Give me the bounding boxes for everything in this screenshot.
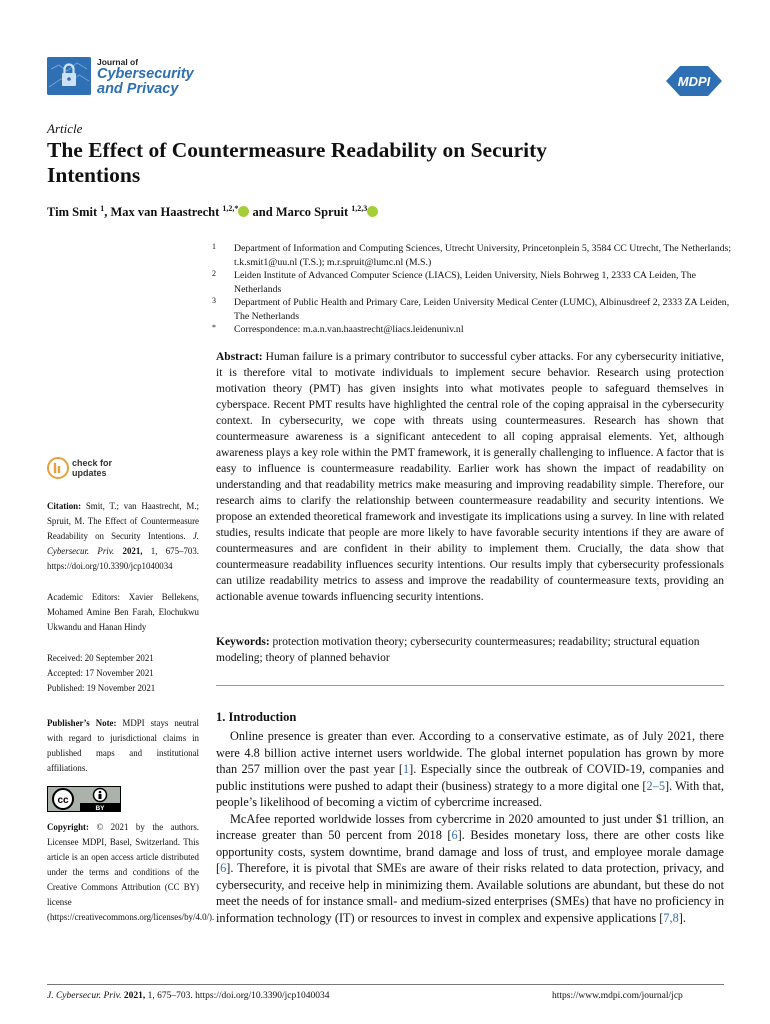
journal-logo[interactable] (47, 57, 197, 99)
affiliation-text: Department of Information and Computing Sciences, Utrecht University, Princetonplein 5, 3584 CC Utrecht, The Netherlands; t.k.smit1@uu.nl (T.S.); m.r.spruit@lumc.nl (M.S.) (234, 243, 732, 268)
article-type: Article (47, 121, 83, 136)
section-divider (216, 685, 724, 686)
affiliation-number: 3 (212, 296, 216, 305)
orcid-icon[interactable] (238, 206, 249, 217)
dates (47, 651, 199, 696)
citation-link[interactable]: 6 (220, 861, 227, 875)
copyright-label: Copyright: (47, 822, 89, 832)
accepted-date: Accepted: 17 November 2021 (47, 668, 154, 678)
svg-text:cc: cc (57, 795, 69, 806)
abstract-label: Abstract: (216, 351, 263, 363)
footer-journal-url[interactable]: https://www.mdpi.com/journal/jcp (552, 991, 683, 1001)
journal-name-line2: and Privacy (97, 81, 179, 97)
affiliation-item (212, 296, 732, 323)
check-for-updates-button[interactable] (47, 455, 199, 485)
keywords-label: Keywords: (216, 636, 270, 648)
correspondence-text: Correspondence: m.a.n.van.haastrecht@liacs.leidenuniv.nl (234, 324, 464, 335)
author-name[interactable]: Max van Haastrecht (110, 205, 220, 219)
academic-editors: Academic Editors: Xavier Bellekens, Mohamed Amine Ben Farah, Elochukwu Ukwandu and Hanan Hindy (47, 592, 199, 632)
author-list: Tim Smit $^1$, Max van Haastrecht $^{1,2,*}$ and Marco Spruit $^{1,2,3}$ (47, 204, 378, 220)
mdpi-logo[interactable] (666, 66, 722, 96)
footer-divider (47, 984, 724, 985)
publisher-note (47, 716, 199, 776)
footer-journal: J. Cybersecur. Priv. (47, 991, 122, 1001)
published-date: Published: 19 November 2021 (47, 683, 156, 693)
affiliation-number: 2 (212, 269, 216, 278)
page-title: The Effect of Countermeasure Readability on Security Intentions (47, 138, 548, 187)
citation-link[interactable]: 7,8 (663, 910, 679, 925)
author-affiliation-mark: 1,2,3 (351, 204, 368, 213)
received-date: Received: 20 September 2021 (47, 653, 154, 663)
author-name[interactable]: Tim Smit (47, 205, 98, 219)
citation-link[interactable]: 6 (451, 828, 458, 842)
citation-year: 2021, (122, 546, 143, 556)
citation-link[interactable]: 2–5 (646, 778, 665, 793)
check-updates-line2: updates (72, 468, 107, 478)
abstract-text: Human failure is a primary contributor to successful cyber attacks. For any cybersecurity initiative, it is therefore vital to motivate individuals to implement secure behavior. Research using protection motivation theory (PMT) has given insights into what motivates people to safeguard themselves in cyberspace. Recent PMT results have highlighted the central role of the coping appraisal in the cybersecurity context. In cybersecurity, we cope with threats using countermeasures. Research has shown that countermeasure awareness is a significant antecedent to all coping appraisal elements. Yet, although awareness plays a key role within the PMT framework, it is generally challenging to influence. A factor that is easy to influence is countermeasure readability. Earlier work has shown the impact of readability on understanding and that readability metrics make measuring and improving readability simple. Therefore, our research aims to clarify the relationship between countermeasure readability and security intentions. We propose an extended theoretical framework and investigate its implications using a survey. In line with related studies, results indicate that people are more likely to have favorable security intentions if they are aware of countermeasures and are confident in their ability to implement them. Crucially, the data show that countermeasure readability influences security intentions. Our results imply that cybersecurity professionals can utilize readability metrics to assess and improve the readability of countermeasure texts, providing an actionable avenue towards influencing security intentions. (216, 351, 724, 603)
section-heading: 1. Introduction (216, 710, 297, 724)
affiliation-number: * (212, 323, 216, 332)
check-updates-line1: check for (72, 458, 113, 468)
journal-lock-icon (47, 57, 91, 95)
sidebar (47, 455, 215, 935)
affiliation-item (212, 323, 732, 337)
keywords-text: protection motivation theory; cybersecurity countermeasures; readability; structural equation modeling; theory of planned behavior (216, 636, 700, 664)
affiliation-item (212, 242, 732, 269)
footer-doi[interactable]: 1, 675–703. https://doi.org/10.3390/jcp1040034 (147, 991, 330, 1001)
affiliation-text: Leiden Institute of Advanced Computer Science (LIACS), Leiden University, Niels Bohrweg 1, 2333 CA Leiden, The Netherlands (234, 270, 696, 295)
author-name[interactable]: and Marco Spruit (252, 205, 349, 219)
footer-year: 2021, (123, 991, 146, 1001)
citation-journal: J. Cybersecur. Priv. (47, 531, 199, 556)
journal-name-line1: Cybersecurity (97, 66, 194, 82)
affiliation-text: Department of Public Health and Primary Care, Leiden University Medical Center (LUMC), Albinusdreef 2, 2333 ZA Leiden, The Netherlands (234, 297, 730, 322)
affiliation-item (212, 269, 732, 296)
introduction-body (216, 728, 724, 926)
author-affiliation-mark: 1 (100, 204, 105, 213)
publisher-label: MDPI (677, 74, 711, 89)
copyright-text: © 2021 by the authors. Licensee MDPI, Basel, Switzerland. This article is an open access article distributed under the terms and conditions of the Creative Commons Attribution (CC BY) license (https://creativecommons.org/licenses/by/4.0/). (47, 822, 215, 922)
affiliation-number: 1 (212, 242, 216, 251)
paragraph: McAfee reported worldwide losses from cybercrime in 2020 amounted to just under $1 trillion, an increase greater than 50 percent from 2018 [6]. Besides monetary loss, there are other costs like opportunity costs, system downtime, brand damage and loss of trust, and employee morale damage [6]. Therefore, it is pivotal that SMEs are aware of their risks related to data protection, privacy, and cybersecurity, and receive help in minimizing them. Available solutions are abundant, but these do not meet the needs of for instance small- and medium-sized enterprises (SMEs) that have no proficiency in information technology (IT) or resources to invest in complex and expensive applications [7,8]. (216, 811, 724, 925)
cc-by-license-icon[interactable] (47, 786, 121, 812)
orcid-icon[interactable] (367, 206, 378, 217)
citation (47, 499, 199, 574)
paragraph: Online presence is greater than ever. According to a conservative estimate, as of July 2021, there were 4.8 billion active internet users worldwide. The global internet population has grown by more than 257 million over the past year [1]. Especially since the outbreak of COVID-19, companies and public institutions were pushed to adapt their (business) strategy to a more digital one [2–5]. With that, people’s likelihood of becoming a victim of cybercrime increased. (216, 729, 724, 809)
author-affiliation-mark: 1,2,* (222, 204, 239, 213)
publisher-note-text: MDPI stays neutral with regard to jurisdictional claims in published maps and institutional affiliations. (47, 718, 199, 773)
cc-by-label: BY (95, 805, 105, 812)
abstract (216, 349, 724, 605)
journal-of-label: Journal of (97, 57, 139, 67)
publisher-note-label: Publisher’s Note: (47, 718, 117, 728)
copyright (47, 820, 215, 925)
citation-text: Smit, T.; van Haastrecht, M.; Spruit, M. The Effect of Countermeasure Readability on Security Intentions. (47, 501, 199, 541)
affiliations (212, 242, 732, 337)
citation-doi[interactable]: 1, 675–703. https://doi.org/10.3390/jcp1040034 (47, 546, 200, 571)
check-updates-icon (47, 457, 69, 479)
citation-label: Citation: (47, 501, 82, 511)
citation-link[interactable]: 1 (402, 762, 410, 776)
footer-citation (47, 991, 330, 1001)
keywords (216, 634, 724, 666)
